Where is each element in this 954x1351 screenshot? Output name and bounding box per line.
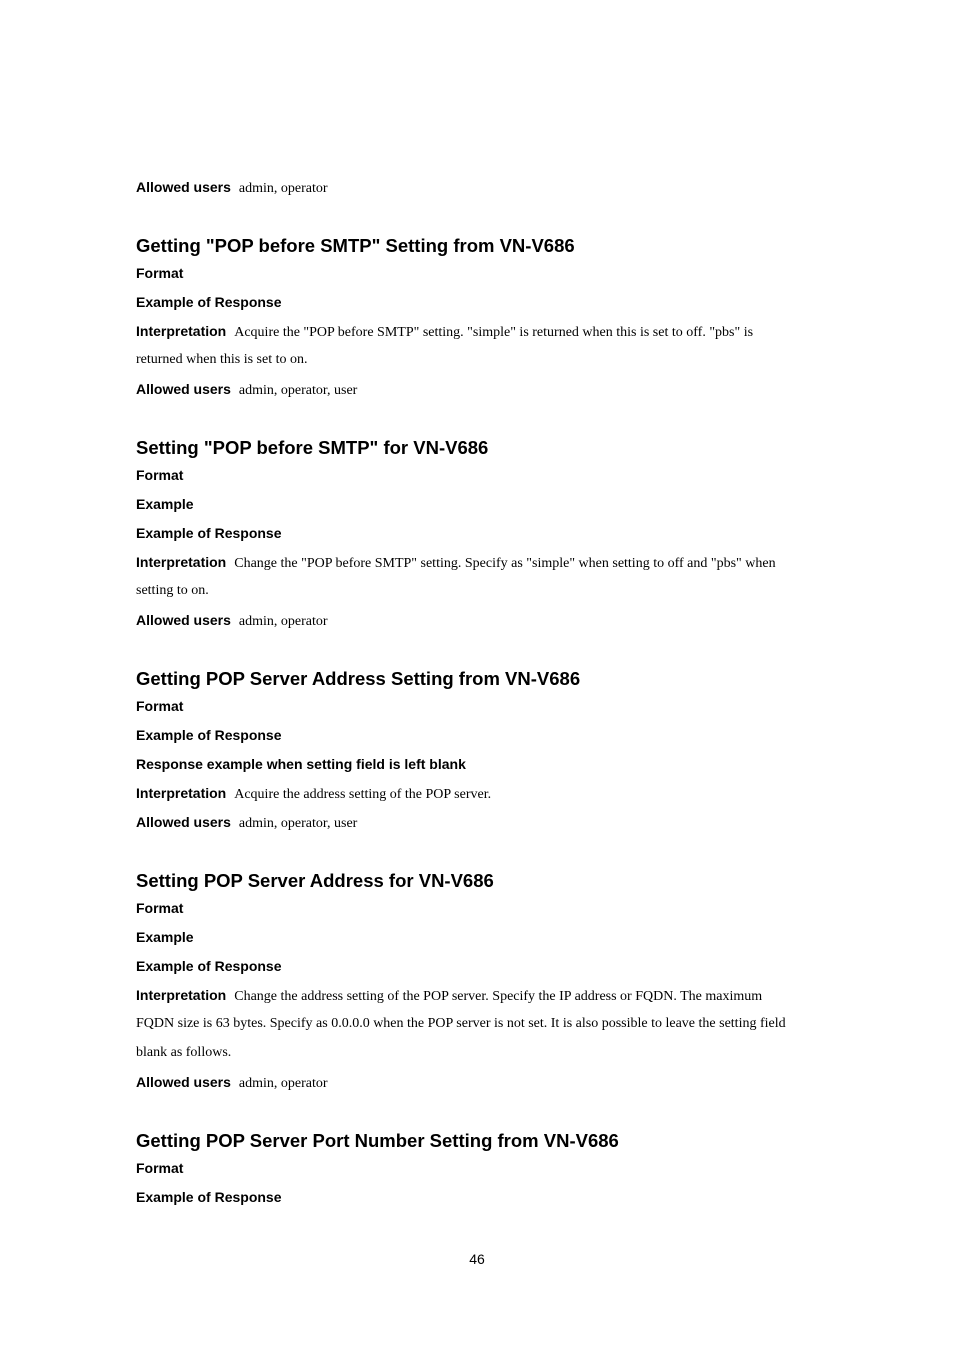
interpretation-label: Interpretation xyxy=(136,323,227,339)
example-label: Example xyxy=(136,929,194,945)
interpretation-text: Change the "POP before SMTP" setting. Specify as "simple" when setting to off and "pbs" when xyxy=(234,556,776,571)
section-title-get-pbs: Getting "POP before SMTP" Setting from VN-V686 xyxy=(136,235,575,256)
interpretation-label: Interpretation xyxy=(136,554,227,570)
allowed-users-label: Allowed users xyxy=(136,612,231,628)
format-label: Format xyxy=(136,467,184,483)
section-title-get-pop-port: Getting POP Server Port Number Setting from VN-V686 xyxy=(136,1130,619,1151)
interpretation-label: Interpretation xyxy=(136,785,227,801)
interpretation-text: Acquire the address setting of the POP server. xyxy=(234,787,492,802)
allowed-users-value: admin, operator xyxy=(238,181,328,196)
allowed-users-label: Allowed users xyxy=(136,381,231,397)
section-title-get-pop-address: Getting POP Server Address Setting from VN-V686 xyxy=(136,668,581,689)
document-page xyxy=(136,176,826,1215)
interpretation-text-cont: setting to on. xyxy=(136,583,209,598)
allowed-users-value: admin, operator, user xyxy=(238,383,358,398)
interpretation-text: Change the address setting of the POP server. Specify the IP address or FQDN. The maximum xyxy=(234,989,763,1004)
format-label: Format xyxy=(136,900,184,916)
allowed-users-label: Allowed users xyxy=(136,1074,231,1090)
interpretation-label: Interpretation xyxy=(136,987,227,1003)
format-label: Format xyxy=(136,698,184,714)
format-label: Format xyxy=(136,1160,184,1176)
example-response-label: Example of Response xyxy=(136,294,282,310)
format-label: Format xyxy=(136,265,184,281)
example-response-label: Example of Response xyxy=(136,727,282,743)
allowed-users-label: Allowed users xyxy=(136,179,231,195)
allowed-users-row xyxy=(136,176,826,205)
example-label: Example xyxy=(136,496,194,512)
interpretation-text: Acquire the "POP before SMTP" setting. "simple" is returned when this is set to off. "pbs" is xyxy=(234,325,754,340)
section-title-set-pop-address: Setting POP Server Address for VN-V686 xyxy=(136,870,494,891)
interpretation-text-cont: blank as follows. xyxy=(136,1045,232,1060)
interpretation-text-cont: returned when this is set to on. xyxy=(136,352,308,367)
allowed-users-value: admin, operator xyxy=(238,1076,328,1091)
example-response-label: Example of Response xyxy=(136,1189,282,1205)
allowed-users-value: admin, operator, user xyxy=(238,816,358,831)
page-number: 46 xyxy=(469,1251,485,1267)
interpretation-text-cont: FQDN size is 63 bytes. Specify as 0.0.0.0 when the POP server is not set. It is also possible to leave the setting field xyxy=(136,1016,786,1031)
allowed-users-label: Allowed users xyxy=(136,814,231,830)
example-response-label: Example of Response xyxy=(136,525,282,541)
section-title-set-pbs: Setting "POP before SMTP" for VN-V686 xyxy=(136,437,489,458)
blank-response-label: Response example when setting field is left blank xyxy=(136,756,466,772)
allowed-users-value: admin, operator xyxy=(238,614,328,629)
example-response-label: Example of Response xyxy=(136,958,282,974)
